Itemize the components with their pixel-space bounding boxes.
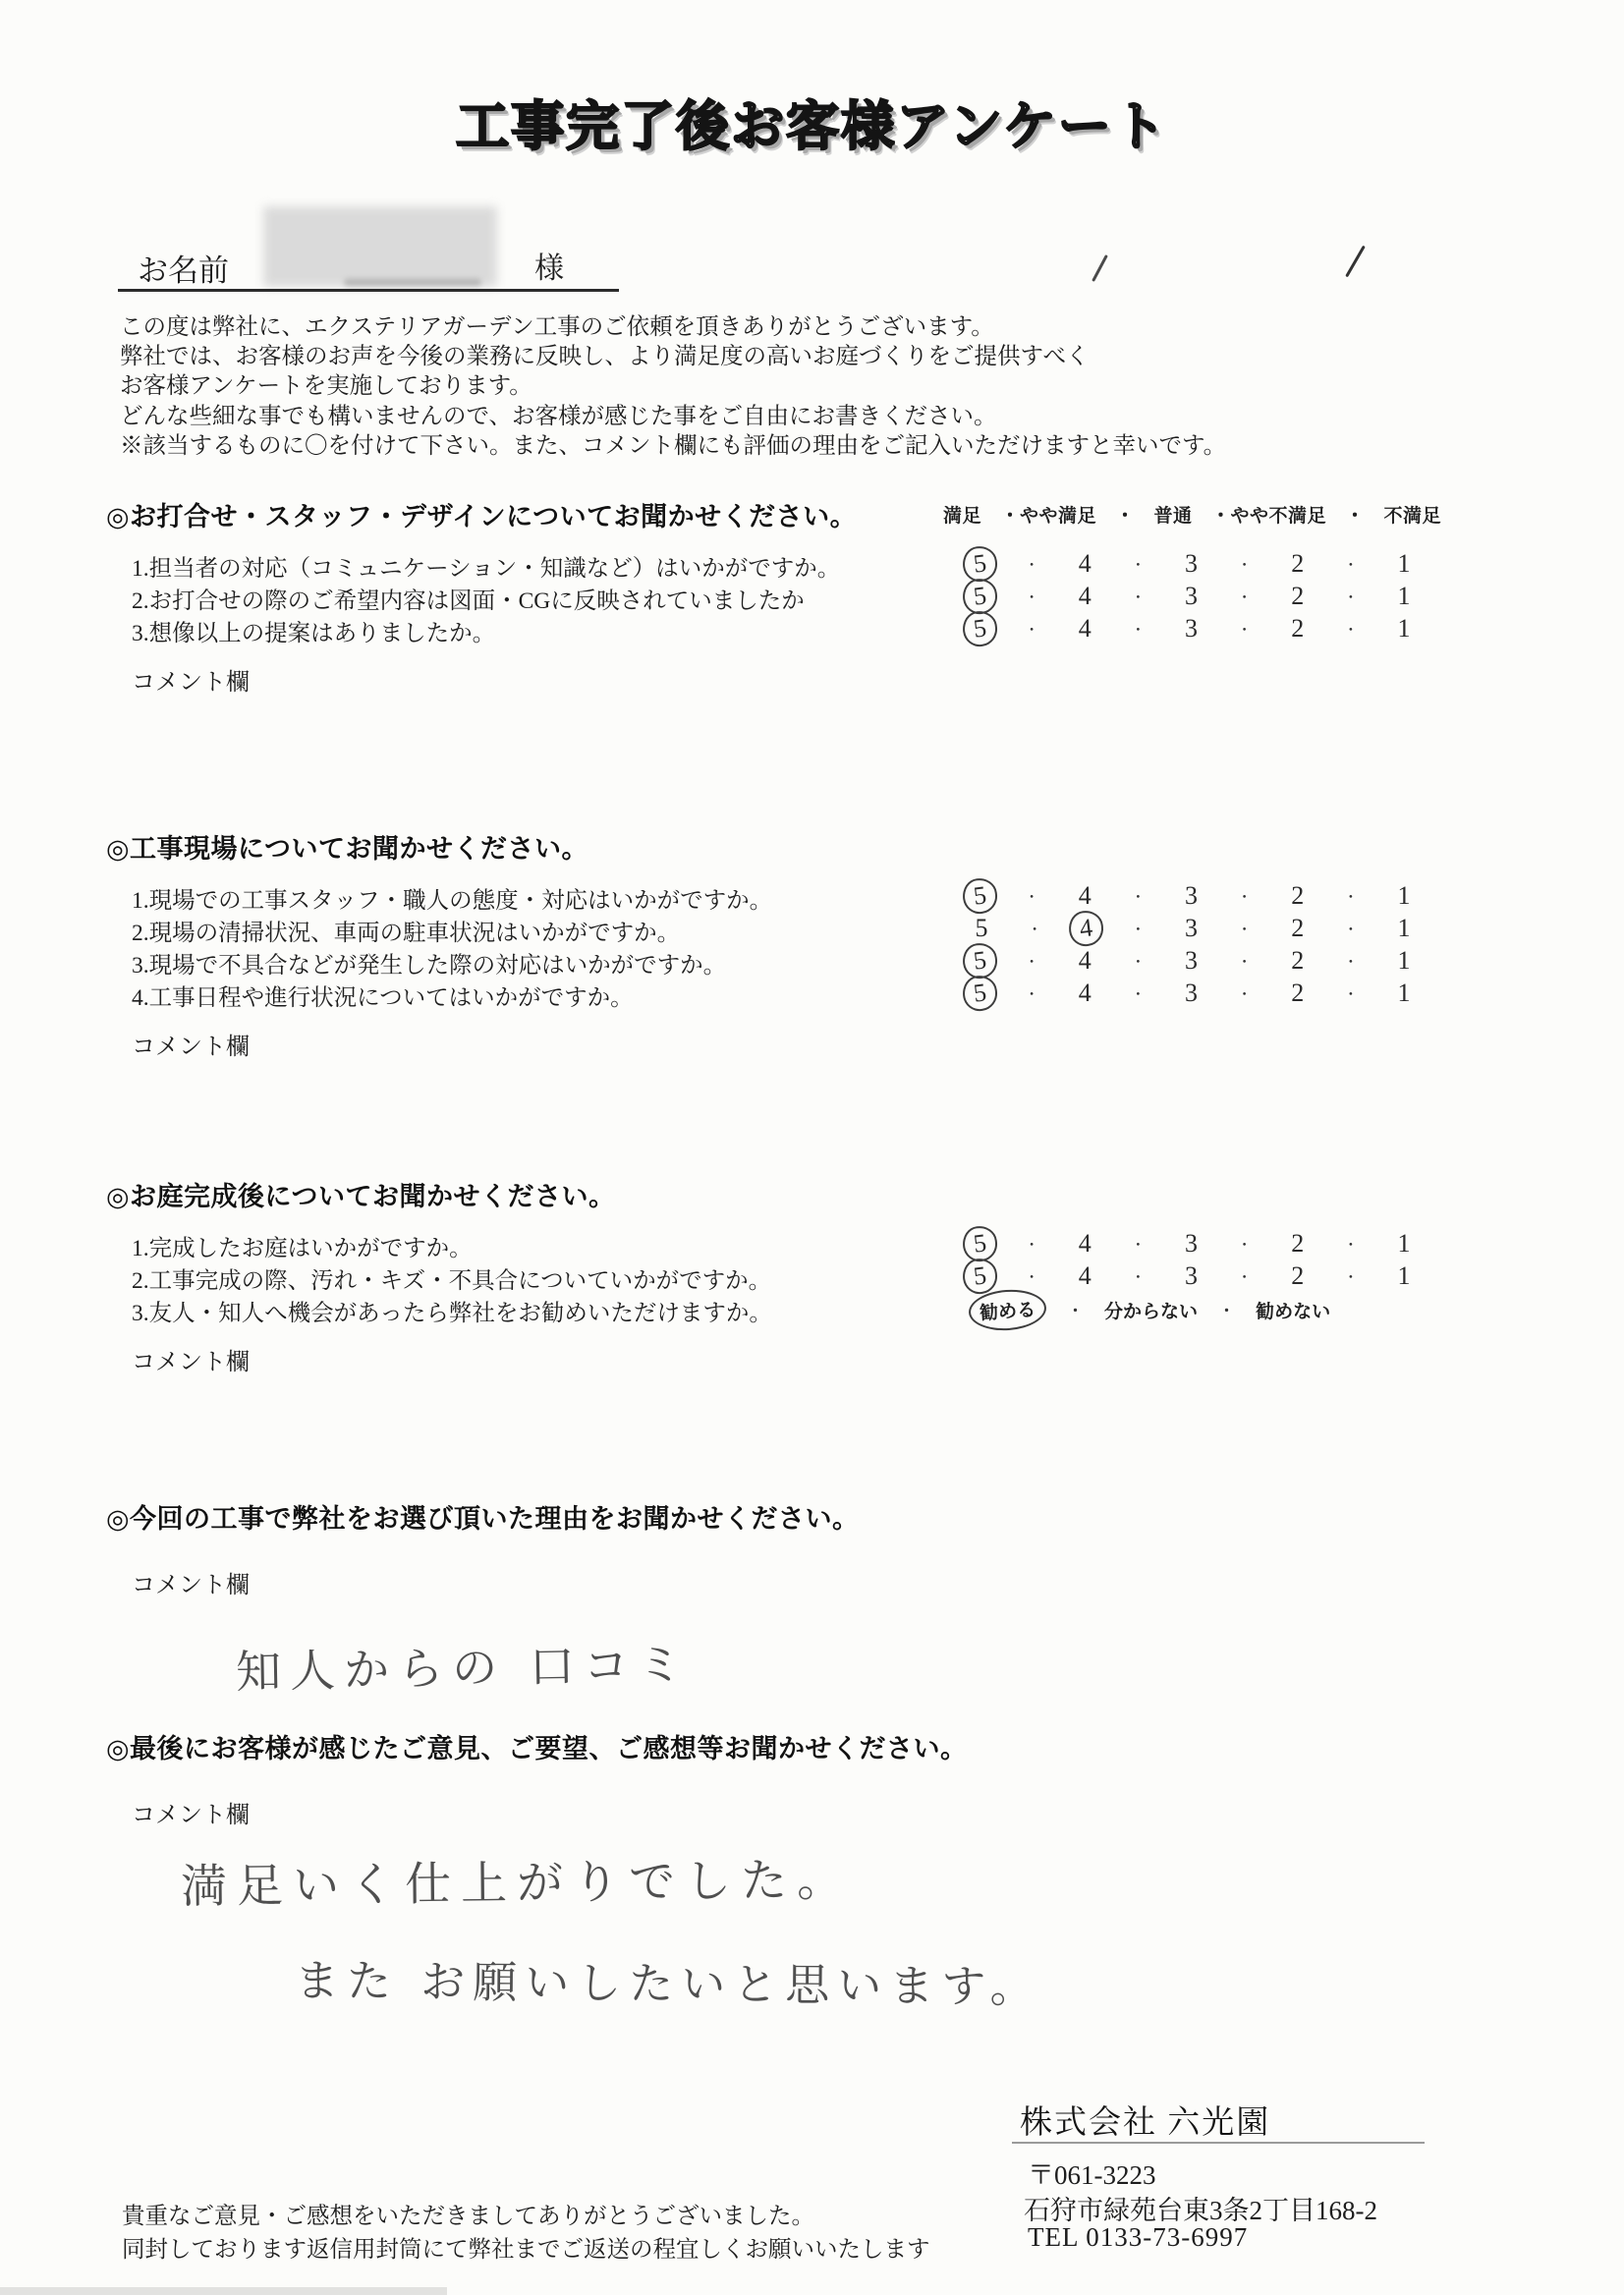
section-garden	[106, 1175, 1560, 1376]
rating-option-1: 1	[1397, 881, 1411, 910]
section-heading: ◎お庭完成後についてお聞かせください。	[106, 1182, 616, 1212]
separator-dot: ・	[1068, 1302, 1084, 1319]
rating-option-1: 1	[1397, 914, 1411, 942]
question-text: 3.想像以上の提案はありましたか。	[132, 621, 496, 646]
postal-code: 〒061-3223	[1028, 2160, 1156, 2190]
separator-dot: ・	[1237, 622, 1253, 639]
intro-line: 弊社では、お客様のお声を今後の業務に反映し、より満足度の高いお庭づくりをご提供すべく	[120, 344, 1090, 370]
rating-option-2: 2	[1291, 946, 1305, 975]
rating-option-1: 1	[1397, 979, 1411, 1007]
honorific-label: 様	[534, 252, 564, 285]
separator-dot: ・	[1237, 889, 1253, 906]
question-row	[106, 1261, 1560, 1294]
rating-option-3: 3	[1184, 881, 1198, 910]
section-heading: ◎最後にお客様が感じたご意見、ご要望、ご感想等お聞かせください。	[106, 1734, 968, 1764]
question-text: 2.お打合せの際のご希望内容は図面・CGに反映されていましたか	[132, 588, 805, 614]
section-heading: ◎お打合せ・スタッフ・デザインについてお聞かせください。	[106, 502, 858, 532]
comment-label: コメント欄	[132, 670, 250, 696]
rating-option-4: 4	[1078, 549, 1092, 578]
separator-dot: ・	[1130, 1269, 1146, 1286]
question-list	[106, 881, 1560, 1011]
section-site	[106, 827, 1560, 1061]
question-row	[106, 1294, 1560, 1326]
rating-option-5-circled: 5	[961, 941, 999, 980]
closing-note-line2: 同封しております返信用封筒にて弊社までご返送の程宜しくお願いいたします	[122, 2237, 930, 2263]
separator-dot: ・	[1343, 1269, 1359, 1286]
question-row	[106, 946, 1560, 979]
rating-option-5-circled: 5	[961, 544, 999, 584]
question-row	[106, 582, 1560, 614]
separator-dot: ・	[1237, 922, 1253, 938]
rating-option-3: 3	[1184, 1261, 1198, 1290]
separator-dot: ・	[1343, 622, 1359, 639]
separator-dot: ・	[1027, 922, 1042, 938]
question-row	[106, 979, 1560, 1011]
rating-option-2: 2	[1291, 1261, 1305, 1290]
comment-label: コメント欄	[132, 1035, 250, 1060]
separator-dot: ・	[1237, 1237, 1253, 1254]
question-text: 2.工事完成の際、汚れ・キズ・不具合についていかがですか。	[132, 1268, 772, 1294]
rating-option-5-circled: 5	[961, 1224, 999, 1263]
section-final	[106, 1727, 1560, 2014]
name-underline	[118, 289, 619, 292]
separator-dot: ・	[1130, 922, 1146, 938]
rating-option-1: 1	[1397, 946, 1411, 975]
page-title: 工事完了後お客様アンケート	[456, 95, 1168, 157]
comment-label: コメント欄	[132, 1803, 250, 1828]
separator-dot: ・	[1130, 889, 1146, 906]
question-row	[106, 914, 1560, 946]
rating-option-5-circled: 5	[961, 609, 999, 648]
company-underline	[1012, 2142, 1425, 2144]
comment-label: コメント欄	[132, 1573, 250, 1598]
rating-option-3: 3	[1184, 1229, 1198, 1258]
rating-options	[963, 878, 1423, 914]
intro-line: この度は弊社に、エクステリアガーデン工事のご依頼を頂きありがとうございます。	[120, 314, 994, 340]
intro-paragraph	[120, 312, 1226, 461]
separator-dot: ・	[1024, 1237, 1039, 1254]
rating-options	[963, 943, 1423, 979]
rating-option-1: 1	[1397, 549, 1411, 578]
rating-option-2: 2	[1291, 979, 1305, 1007]
stray-pen-mark	[1092, 254, 1108, 282]
question-text: 1.担当者の対応（コミュニケーション・知識など）はいかがですか。	[132, 556, 841, 582]
separator-dot: ・	[1343, 1237, 1359, 1254]
rating-option-4-circled: 4	[1067, 909, 1105, 948]
question-text: 1.現場での工事スタッフ・職人の態度・対応はいかがですか。	[132, 888, 773, 914]
rating-option-2: 2	[1291, 582, 1305, 610]
rating-option-2: 2	[1291, 614, 1305, 643]
rating-option-4: 4	[1078, 979, 1092, 1007]
separator-dot: ・	[1219, 1302, 1235, 1319]
choice-option-3: 勧めない	[1256, 1301, 1331, 1322]
handwritten-answer: 満足いく仕上がりでした。	[180, 1853, 854, 1915]
rating-options	[963, 546, 1423, 582]
scan-edge-artifact	[0, 2287, 447, 2295]
rating-option-1: 1	[1397, 582, 1411, 610]
rating-option-5-circled: 5	[961, 876, 999, 916]
question-text: 4.工事日程や進行状況についてはいかがですか。	[132, 985, 634, 1011]
rating-options	[963, 976, 1423, 1011]
closing-note-line1: 貴重なご意見・ご感想をいただきましてありがとうございました。	[122, 2204, 814, 2229]
choice-option-1-circled: 勧める	[968, 1287, 1048, 1332]
separator-dot: ・	[1024, 889, 1039, 906]
rating-option-5-circled: 5	[961, 1257, 999, 1296]
rating-option-1: 1	[1397, 1229, 1411, 1258]
rating-options	[963, 1226, 1423, 1261]
question-text: 3.友人・知人へ機会があったら弊社をお勧めいただけますか。	[132, 1301, 772, 1326]
rating-option-3: 3	[1184, 946, 1198, 975]
intro-line: ※該当するものに〇を付けて下さい。また、コメント欄にも評価の理由をご記入いただけますと幸いです。	[120, 432, 1227, 459]
separator-dot: ・	[1024, 622, 1039, 639]
intro-line: お客様アンケートを実施しております。	[120, 373, 532, 400]
separator-dot: ・	[1237, 986, 1253, 1003]
question-text: 1.完成したお庭はいかがですか。	[132, 1236, 473, 1261]
separator-dot: ・	[1343, 889, 1359, 906]
pen-smudge	[344, 279, 481, 286]
separator-dot: ・	[1130, 1237, 1146, 1254]
rating-option-2: 2	[1291, 549, 1305, 578]
comment-label: コメント欄	[132, 1350, 250, 1375]
separator-dot: ・	[1237, 589, 1253, 606]
rating-option-3: 3	[1184, 979, 1198, 1007]
rating-option-2: 2	[1291, 914, 1305, 942]
section-meeting	[106, 495, 1560, 697]
handwritten-answer: また お願いしたいと思います。	[294, 1954, 1042, 2014]
rating-options	[963, 579, 1423, 614]
separator-dot: ・	[1130, 557, 1146, 574]
section-reason	[106, 1497, 1560, 1699]
separator-dot: ・	[1024, 589, 1039, 606]
separator-dot: ・	[1130, 954, 1146, 971]
separator-dot: ・	[1343, 922, 1359, 938]
rating-scale-legend: 満足 ・やや満足 ・ 普通 ・やや不満足 ・ 不満足	[943, 505, 1442, 527]
rating-option-5-circled: 5	[961, 577, 999, 616]
question-list	[106, 549, 1560, 646]
question-row	[106, 881, 1560, 914]
separator-dot: ・	[1343, 557, 1359, 574]
rating-option-2: 2	[1291, 1229, 1305, 1258]
rating-option-3: 3	[1184, 582, 1198, 610]
rating-option-1: 1	[1397, 614, 1411, 643]
company-address: 石狩市緑苑台東3条2丁目168-2	[1024, 2196, 1377, 2225]
rating-option-4: 4	[1078, 614, 1092, 643]
separator-dot: ・	[1024, 954, 1039, 971]
rating-option-3: 3	[1184, 614, 1198, 643]
redacted-name-box	[263, 206, 497, 287]
rating-option-4: 4	[1078, 1261, 1092, 1290]
section-heading: ◎今回の工事で弊社をお選び頂いた理由をお聞かせください。	[106, 1504, 860, 1535]
question-text: 3.現場で不具合などが発生した際の対応はいかがですか。	[132, 953, 727, 979]
stray-pen-mark	[1345, 246, 1366, 278]
rating-option-4: 4	[1078, 881, 1092, 910]
separator-dot: ・	[1237, 557, 1253, 574]
rating-option-4: 4	[1078, 1229, 1092, 1258]
company-phone: TEL 0133-73-6997	[1028, 2222, 1249, 2252]
question-list	[106, 1229, 1560, 1326]
separator-dot: ・	[1237, 1269, 1253, 1286]
separator-dot: ・	[1024, 557, 1039, 574]
rating-option-5: 5	[975, 914, 988, 942]
name-field-label: お名前	[138, 253, 229, 288]
question-text: 2.現場の清掃状況、車両の駐車状況はいかがですか。	[132, 921, 681, 946]
separator-dot: ・	[1024, 986, 1039, 1003]
separator-dot: ・	[1343, 954, 1359, 971]
section-heading: ◎工事現場についてお聞かせください。	[106, 834, 589, 865]
rating-option-5-circled: 5	[961, 974, 999, 1013]
separator-dot: ・	[1130, 589, 1146, 606]
rating-options	[963, 611, 1423, 646]
rating-options	[963, 1259, 1423, 1294]
company-name: 株式会社 六光園	[1020, 2105, 1271, 2141]
choice-option-2: 分からない	[1104, 1301, 1199, 1322]
question-row	[106, 614, 1560, 646]
separator-dot: ・	[1237, 954, 1253, 971]
separator-dot: ・	[1343, 986, 1359, 1003]
rating-option-3: 3	[1184, 914, 1198, 942]
separator-dot: ・	[1024, 1269, 1039, 1286]
rating-options	[963, 911, 1423, 946]
separator-dot: ・	[1130, 622, 1146, 639]
intro-line: どんな些細な事でも構いませんので、お客様が感じた事をご自由にお書きください。	[120, 403, 997, 429]
rating-option-3: 3	[1184, 549, 1198, 578]
choice-options	[969, 1290, 1330, 1330]
separator-dot: ・	[1130, 986, 1146, 1003]
rating-option-4: 4	[1078, 582, 1092, 610]
separator-dot: ・	[1343, 589, 1359, 606]
rating-option-2: 2	[1291, 881, 1305, 910]
rating-option-1: 1	[1397, 1261, 1411, 1290]
question-row	[106, 1229, 1560, 1261]
rating-option-4: 4	[1078, 946, 1092, 975]
question-row	[106, 549, 1560, 582]
handwritten-answer: 知人からの 口コミ	[235, 1637, 693, 1699]
